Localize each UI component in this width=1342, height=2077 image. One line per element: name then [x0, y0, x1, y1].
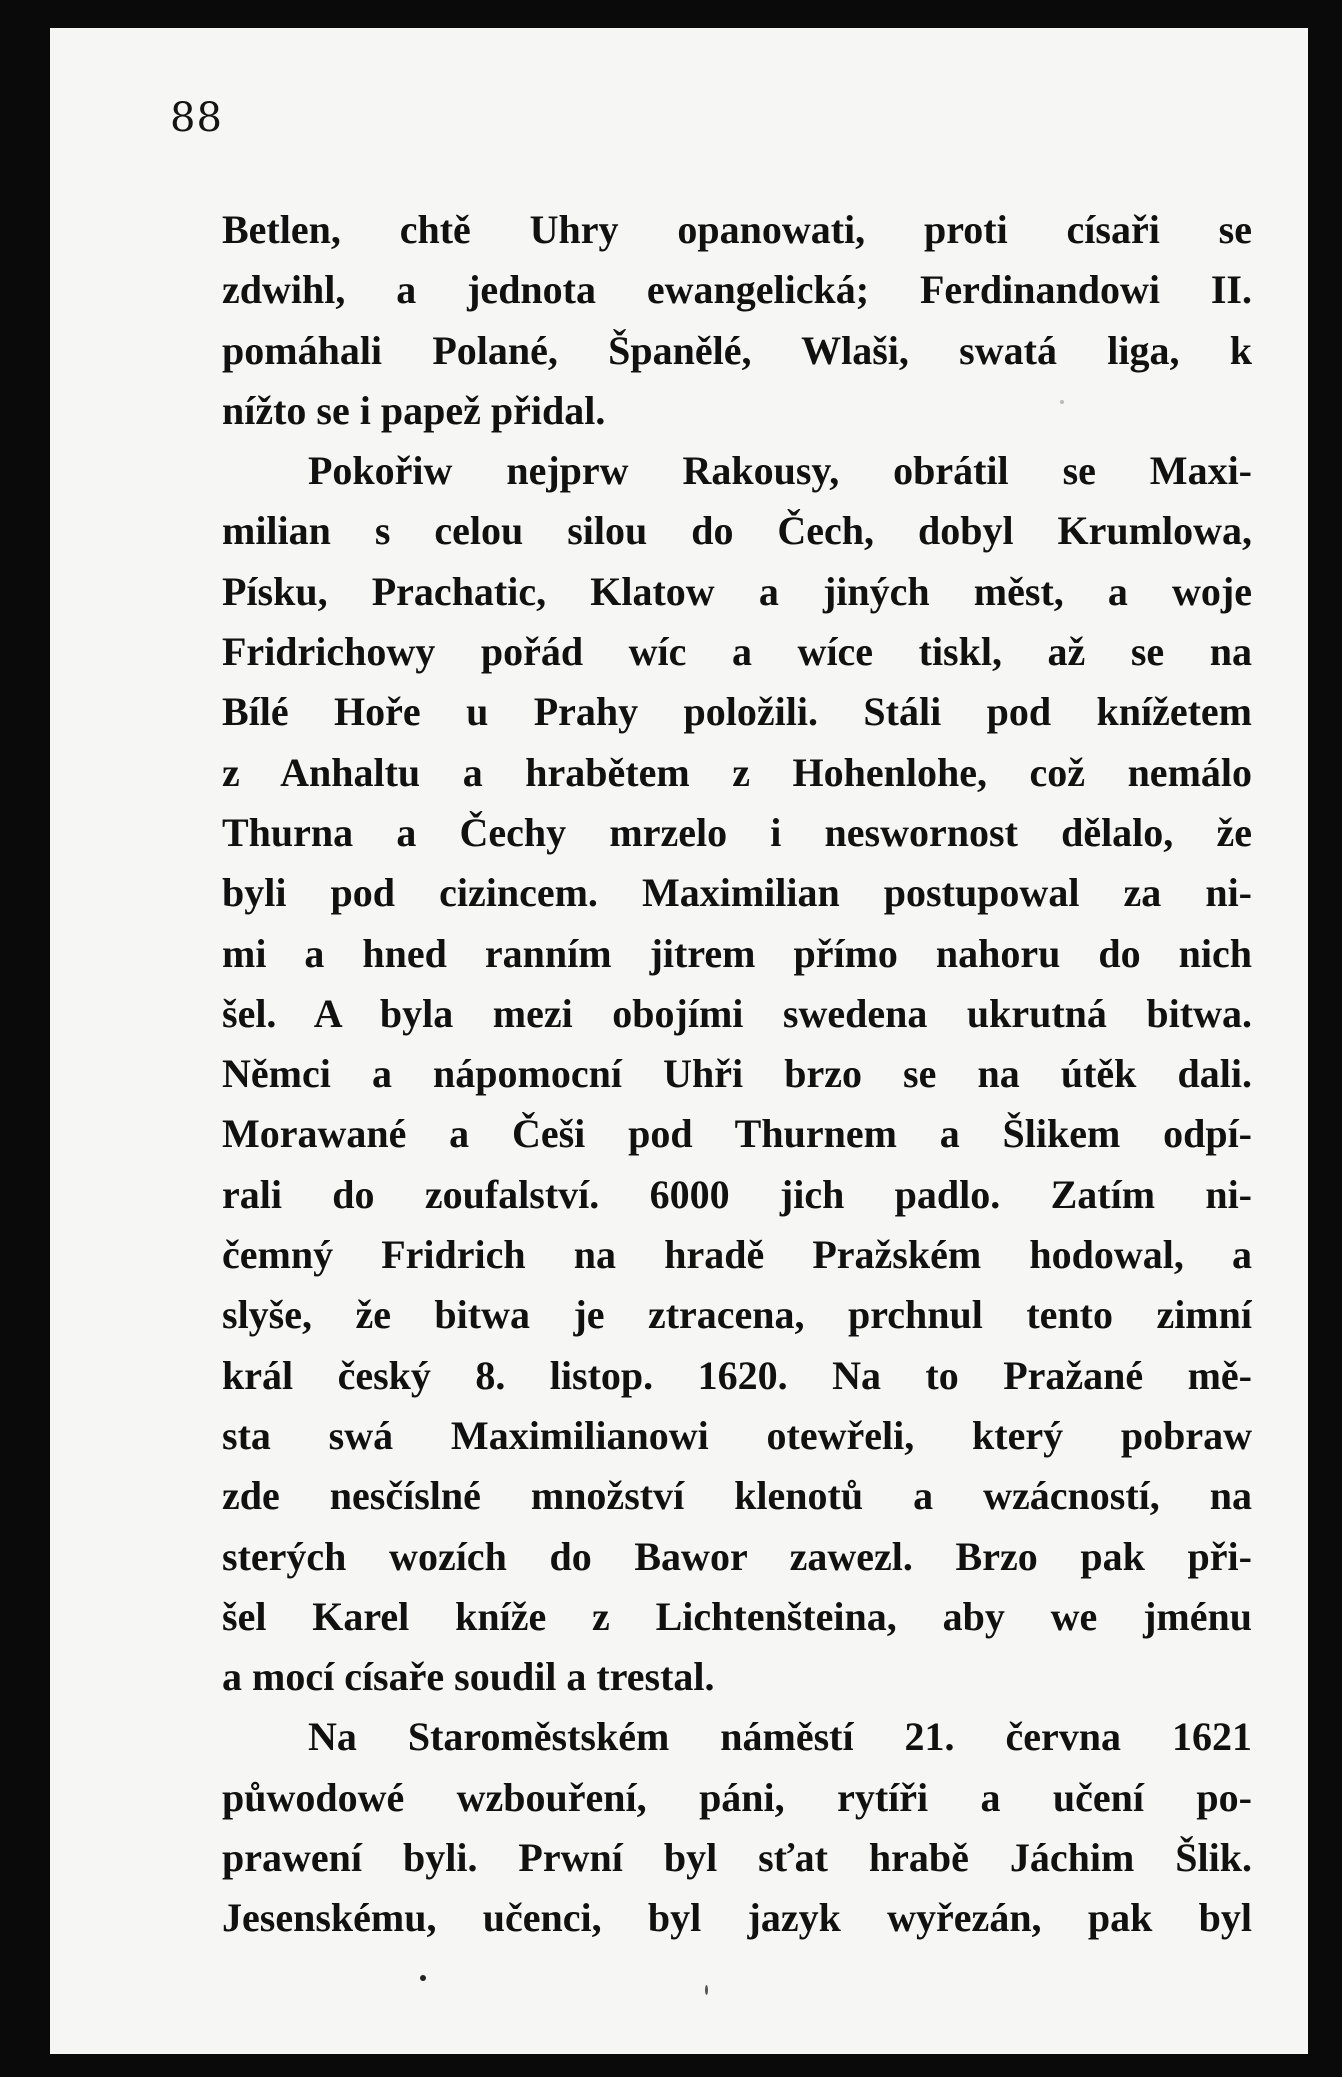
text-line-7: Písku, Prachatic, Klatow a jiných měst, a woje: [222, 568, 1252, 614]
text-line-10: z Anhaltu a hrabětem z Hohenlohe, což nemálo: [222, 749, 1252, 795]
page-number: 88: [170, 95, 223, 141]
text-line-3: pomáhali Polané, Španělé, Wlaši, swatá liga, k: [222, 327, 1252, 373]
text-line-13: mi a hned ranním jitrem přímo nahoru do nich: [222, 930, 1252, 976]
text-line-25: a mocí císaře soudil a trestal.: [222, 1654, 715, 1700]
dust-speck: [420, 1975, 426, 1981]
text-line-16: Morawané a Češi pod Thurnem a Šlikem odpí-: [222, 1111, 1252, 1157]
dust-speck: [705, 1985, 708, 1995]
text-line-26: Na Staroměstském náměstí 21. června 1621: [308, 1714, 1252, 1760]
text-line-5: Pokořiw nejprw Rakousy, obrátil se Maxi-: [308, 448, 1252, 494]
text-line-27: půwodowé wzbouření, páni, rytíři a učení po-: [222, 1774, 1252, 1820]
text-line-6: milian s celou silou do Čech, dobyl Krumlowa,: [222, 508, 1252, 554]
text-line-24: šel Karel kníže z Lichtenšteina, aby we jménu: [222, 1593, 1252, 1639]
text-line-11: Thurna a Čechy mrzelo i neswornost dělalo, že: [222, 809, 1252, 855]
text-line-23: sterých wozích do Bawor zawezl. Brzo pak při-: [222, 1533, 1252, 1579]
text-line-28: prawení byli. Prwní byl sťat hrabě Jáchim Šlik.: [222, 1835, 1252, 1881]
text-line-18: čemný Fridrich na hradě Pražském hodowal, a: [222, 1232, 1252, 1278]
text-line-21: sta swá Maximilianowi otewřeli, který pobraw: [222, 1412, 1252, 1458]
text-line-9: Bílé Hoře u Prahy položili. Stáli pod knížetem: [222, 689, 1252, 735]
text-line-17: rali do zoufalství. 6000 jich padlo. Zatím ni-: [222, 1171, 1252, 1217]
dust-speck: [1060, 400, 1064, 404]
body-text: [222, 200, 1252, 1949]
text-line-8: Fridrichowy pořád wíc a wíce tiskl, až se na: [222, 629, 1252, 675]
text-line-4: nížto se i papež přidal.: [222, 387, 606, 433]
text-line-22: zde nesčíslné množství klenotů a wzácností, na: [222, 1473, 1252, 1519]
text-line-15: Němci a nápomocní Uhři brzo se na útěk dali.: [222, 1051, 1252, 1097]
text-line-14: šel. A byla mezi obojími swedena ukrutná bitwa.: [222, 990, 1252, 1036]
text-line-19: slyše, že bitwa je ztracena, prchnul tento zimní: [222, 1292, 1252, 1338]
text-line-12: byli pod cizincem. Maximilian postupowal za ni-: [222, 870, 1252, 916]
text-line-20: král český 8. listop. 1620. Na to Pražané mě-: [222, 1352, 1252, 1398]
text-line-2: zdwihl, a jednota ewangelická; Ferdinandowi II.: [222, 267, 1252, 313]
text-line-29: Jesenskému, učenci, byl jazyk wyřezán, pak byl: [222, 1895, 1252, 1941]
text-line-1: Betlen, chtě Uhry opanowati, proti císaři se: [222, 207, 1252, 252]
